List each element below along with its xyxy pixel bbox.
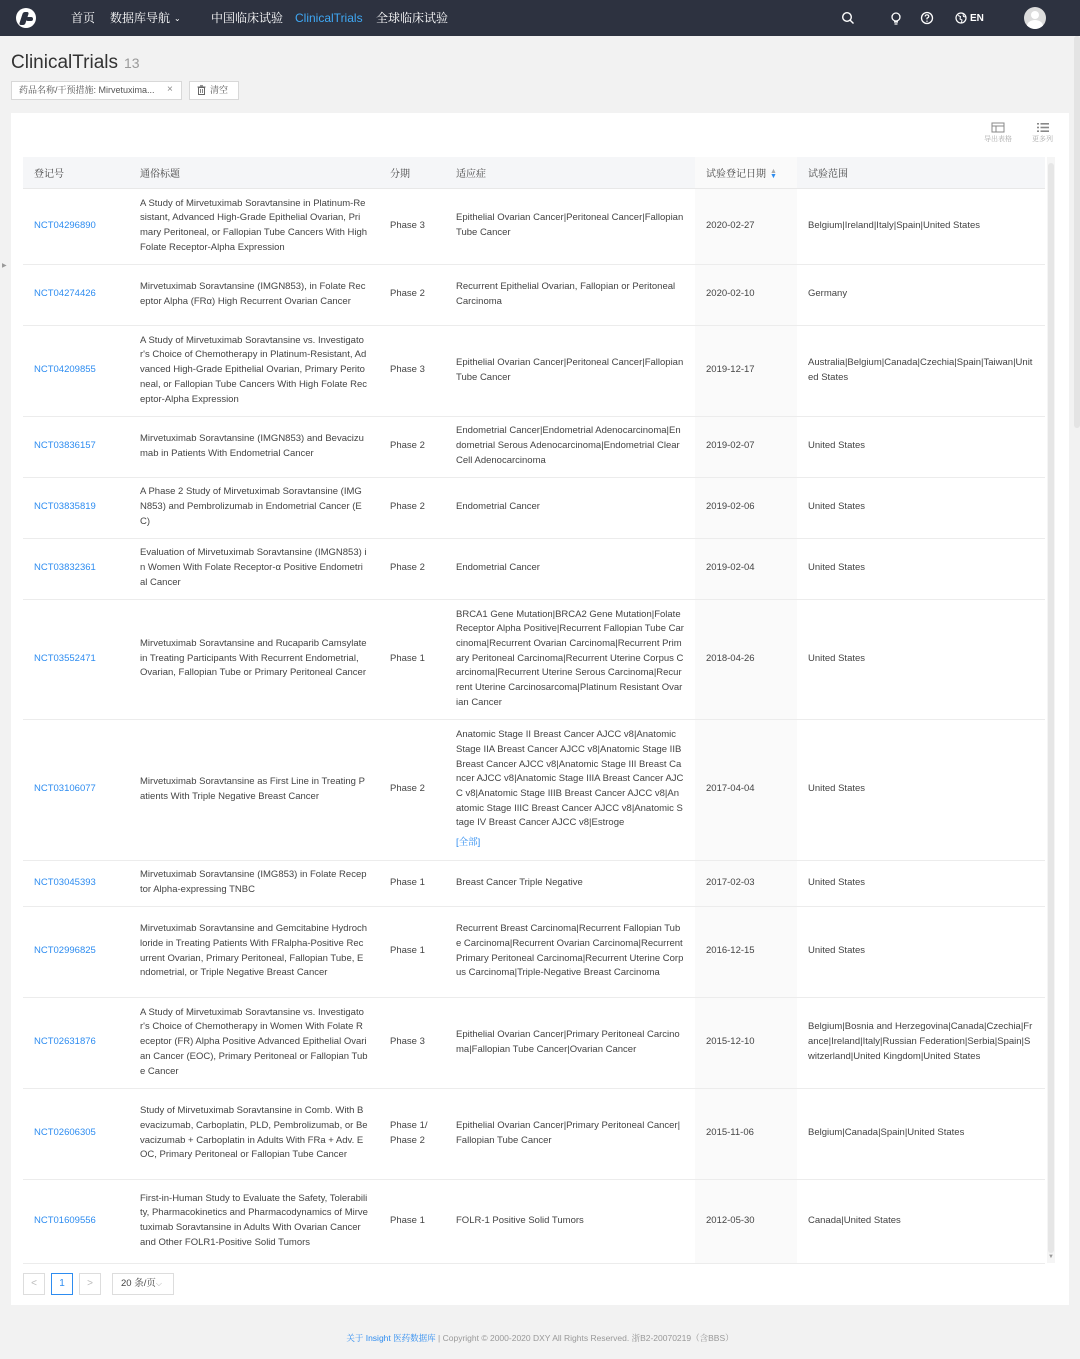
table-scrollbar-thumb[interactable]	[1048, 163, 1054, 1253]
trials-table	[23, 157, 1045, 1264]
trial-title: Mirvetuximab Soravtansine and Rucaparib Camsylate in Treating Participants With Recurrent Endometrial, Ovarian, Fallopian Tube or Primary Peritoneal Cancer	[129, 599, 379, 719]
export-label: 导出表格	[984, 136, 1012, 143]
trial-registration-link[interactable]: NCT04274426	[23, 264, 129, 325]
search-icon[interactable]	[841, 11, 855, 25]
trial-date: 2017-04-04	[695, 719, 797, 860]
table-row[interactable]	[23, 325, 1045, 416]
trial-registration-link[interactable]: NCT02996825	[23, 906, 129, 997]
trial-indication: FOLR-1 Positive Solid Tumors	[445, 1179, 695, 1263]
trial-scope: Belgium|Bosnia and Herzegovina|Canada|Czechia|France|Ireland|Italy|Russian Federation|Serbia|Spain|Switzerland|United Kingdom|United States	[797, 997, 1045, 1088]
trial-scope: United States	[797, 477, 1045, 538]
trial-indication: Epithelial Ovarian Cancer|Peritoneal Cancer|Fallopian Tube Cancer	[445, 188, 695, 264]
trial-title: First-in-Human Study to Evaluate the Safety, Tolerability, Pharmacokinetics and Pharmacodynamics of Mirvetuximab Soravtansine in Adults With Ovarian Cancer and Other FOLR1-Positive Solid Tumors	[129, 1179, 379, 1263]
trial-phase: Phase 2	[379, 477, 445, 538]
trial-phase: Phase 1/ Phase 2	[379, 1088, 445, 1179]
trial-scope: Belgium|Ireland|Italy|Spain|United States	[797, 188, 1045, 264]
trial-phase: Phase 1	[379, 906, 445, 997]
trial-title: Mirvetuximab Soravtansine as First Line in Treating Patients With Triple Negative Breast Cancer	[129, 719, 379, 860]
trial-indication: Recurrent Epithelial Ovarian, Fallopian or Peritoneal Carcinoma	[445, 264, 695, 325]
table-row[interactable]	[23, 1088, 1045, 1179]
trial-phase: Phase 2	[379, 719, 445, 860]
trial-title: A Study of Mirvetuximab Soravtansine vs. Investigator's Choice of Chemotherapy in Platinum-Resistant, Advanced High-Grade Epithelial Ovarian, Primary Peritoneal, or Fallopian Tube Cancers With High Folate Receptor-Alpha Expression	[129, 325, 379, 416]
columns-label: 更多列	[1032, 136, 1053, 143]
table-row[interactable]	[23, 264, 1045, 325]
trial-phase: Phase 3	[379, 188, 445, 264]
page-title-text: ClinicalTrials	[11, 52, 118, 73]
trial-title: Mirvetuximab Soravtansine (IMG853) in Folate Receptor Alpha-expressing TNBC	[129, 860, 379, 906]
chevron-down-icon: ⌄	[174, 14, 181, 23]
language-label: EN	[970, 12, 984, 24]
more-columns-button[interactable]	[1032, 122, 1053, 144]
sort-icon[interactable]: ▲ ▼	[770, 168, 777, 181]
footer-about-link[interactable]: 关于 Insight 医药数据库	[346, 1333, 436, 1343]
trial-phase: Phase 2	[379, 416, 445, 477]
trial-date: 2019-02-04	[695, 538, 797, 599]
trial-indication	[445, 719, 695, 860]
trial-registration-link[interactable]: NCT02606305	[23, 1088, 129, 1179]
filter-chip: 药品名称/干预措施: Mirvetuxima...	[11, 81, 182, 100]
trial-scope: United States	[797, 416, 1045, 477]
col-header-reg: 登记号	[23, 157, 129, 188]
col-header-indication: 适应症	[445, 157, 695, 188]
trial-registration-link[interactable]: NCT04209855	[23, 325, 129, 416]
trial-date: 2018-04-26	[695, 599, 797, 719]
sidebar-expand-arrow-icon[interactable]: ▶	[2, 263, 7, 269]
trial-title: Mirvetuximab Soravtansine (IMGN853), in Folate Receptor Alpha (FRα) High Recurrent Ovarian Cancer	[129, 264, 379, 325]
nav-clinicaltrials[interactable]: ClinicalTrials	[295, 11, 363, 25]
page-size-select[interactable]	[112, 1273, 174, 1295]
globe-icon	[955, 12, 967, 24]
table-row[interactable]	[23, 538, 1045, 599]
user-avatar[interactable]	[1024, 7, 1046, 29]
trial-date: 2019-12-17	[695, 325, 797, 416]
show-all-link[interactable]: [全部]	[456, 837, 481, 849]
col-header-scope: 试验范围	[797, 157, 1045, 188]
trial-title: Study of Mirvetuximab Soravtansine in Comb. With Bevacizumab, Carboplatin, PLD, Pembrolizumab, or Bevacizumab + Carboplatin in Adults With FRa + Adv. EOC, Primary Peritoneal or Fallopian Tube Cancer	[129, 1088, 379, 1179]
results-card	[11, 113, 1069, 1305]
trash-icon	[197, 85, 206, 95]
trial-title: A Study of Mirvetuximab Soravtansine vs. Investigator's Choice of Chemotherapy in Women With Folate Receptor (FR) Alpha Positive Advanced Epithelial Ovarian Cancer (EOC), Primary Peritoneal or Fallopian Tube Cancer	[129, 997, 379, 1088]
page-size-label: 20 条/页	[121, 1278, 156, 1289]
table-row[interactable]	[23, 477, 1045, 538]
chevron-down-icon: ⌵	[155, 1279, 162, 1288]
next-page-button[interactable]: >	[79, 1273, 101, 1295]
col-header-date-label: 试验登记日期	[706, 168, 766, 180]
insight-logo-icon[interactable]	[16, 8, 36, 28]
trial-phase: Phase 3	[379, 325, 445, 416]
trial-scope: United States	[797, 906, 1045, 997]
trial-title: Mirvetuximab Soravtansine (IMGN853) and Bevacizumab in Patients With Endometrial Cancer	[129, 416, 379, 477]
table-row[interactable]	[23, 599, 1045, 719]
table-row[interactable]	[23, 188, 1045, 264]
trial-indication: Endometrial Cancer|Endometrial Adenocarcinoma|Endometrial Serous Adenocarcinoma|Endometrial Clear Cell Adenocarcinoma	[445, 416, 695, 477]
trial-scope: Australia|Belgium|Canada|Czechia|Spain|Taiwan|United States	[797, 325, 1045, 416]
trial-date: 2020-02-10	[695, 264, 797, 325]
trial-phase: Phase 2	[379, 264, 445, 325]
trial-scope: Canada|United States	[797, 1179, 1045, 1263]
trial-date: 2015-11-06	[695, 1088, 797, 1179]
close-icon[interactable]: ×	[167, 84, 173, 95]
bulb-icon[interactable]	[889, 11, 903, 25]
trial-indication: Endometrial Cancer	[445, 477, 695, 538]
trial-scope: United States	[797, 599, 1045, 719]
nav-home[interactable]: 首页	[71, 11, 96, 25]
trial-phase: Phase 1	[379, 1179, 445, 1263]
footer-separator: |	[438, 1333, 441, 1343]
trial-indication: Endometrial Cancer	[445, 538, 695, 599]
trial-scope: Germany	[797, 264, 1045, 325]
col-header-date[interactable]	[695, 157, 797, 188]
clear-label: 清空	[210, 85, 229, 95]
table-row[interactable]	[23, 719, 1045, 860]
table-row[interactable]	[23, 906, 1045, 997]
trial-scope: United States	[797, 719, 1045, 860]
col-header-title: 通俗标题	[129, 157, 379, 188]
table-row[interactable]	[23, 1179, 1045, 1263]
trial-date: 2019-02-06	[695, 477, 797, 538]
scroll-down-icon[interactable]: ▼	[1048, 1254, 1054, 1260]
nav-database-menu[interactable]	[110, 11, 181, 27]
trial-phase: Phase 1	[379, 860, 445, 906]
trial-indication: BRCA1 Gene Mutation|BRCA2 Gene Mutation|Folate Receptor Alpha Positive|Recurrent Fallopian Tube Carcinoma|Recurrent Ovarian Carcinoma|Recurrent Primary Peritoneal Carcinoma|Recurrent Uterine Corpus Carcinoma|Recurrent Uterine Serous Carcinoma|Recurrent Uterine Carcinosarcoma|Platinum Resistant Ovarian Cancer	[445, 599, 695, 719]
trial-scope: Belgium|Canada|Spain|United States	[797, 1088, 1045, 1179]
footer-copyright: Copyright © 2000-2020 DXY All Rights Reserved. 浙B2-20070219（含BBS）	[442, 1333, 734, 1343]
language-switch[interactable]	[955, 12, 984, 24]
trial-title: A Study of Mirvetuximab Soravtansine in Platinum-Resistant, Advanced High-Grade Epithelial Ovarian, Primary Peritoneal, or Fallopian Tube Cancers With High Folate Receptor-Alpha Expression	[129, 188, 379, 264]
trial-scope: United States	[797, 860, 1045, 906]
list-icon	[1036, 122, 1050, 133]
trial-registration-link[interactable]: NCT04296890	[23, 188, 129, 264]
trial-registration-link[interactable]: NCT03836157	[23, 416, 129, 477]
trial-date: 2012-05-30	[695, 1179, 797, 1263]
col-header-phase: 分期	[379, 157, 445, 188]
trial-registration-link[interactable]: NCT03552471	[23, 599, 129, 719]
trial-title: Evaluation of Mirvetuximab Soravtansine (IMGN853) in Women With Folate Receptor-α Positive Endometrial Cancer	[129, 538, 379, 599]
nav-global-trials[interactable]: 全球临床试验	[376, 11, 449, 25]
trial-date: 2015-12-10	[695, 997, 797, 1088]
trial-indication: Breast Cancer Triple Negative	[445, 860, 695, 906]
trial-scope: United States	[797, 538, 1045, 599]
trial-registration-link[interactable]: NCT03045393	[23, 860, 129, 906]
table-row[interactable]	[23, 997, 1045, 1088]
footer	[0, 1332, 1080, 1344]
trial-indication: Recurrent Breast Carcinoma|Recurrent Fallopian Tube Carcinoma|Recurrent Ovarian Carcinoma|Recurrent Primary Peritoneal Carcinoma|Recurrent Uterine Corpus Carcinoma|Triple-Negative Breast Carcinoma	[445, 906, 695, 997]
table-row[interactable]	[23, 860, 1045, 906]
page-1-button[interactable]: 1	[51, 1273, 73, 1295]
trial-registration-link[interactable]: NCT03106077	[23, 719, 129, 860]
trial-registration-link[interactable]: NCT03835819	[23, 477, 129, 538]
trial-phase: Phase 1	[379, 599, 445, 719]
clear-filters-button[interactable]	[189, 81, 239, 100]
page-scrollbar[interactable]	[1074, 36, 1080, 428]
trial-phase: Phase 2	[379, 538, 445, 599]
nav-database-label: 数据库导航	[110, 11, 171, 25]
table-header-row	[23, 157, 1045, 188]
trial-date: 2019-02-07	[695, 416, 797, 477]
page-title	[11, 51, 140, 75]
export-table-button[interactable]	[984, 122, 1012, 144]
top-nav-bar	[0, 0, 1080, 36]
trial-date: 2016-12-15	[695, 906, 797, 997]
nav-cn-trials[interactable]: 中国临床试验	[211, 11, 284, 25]
trial-title: A Phase 2 Study of Mirvetuximab Soravtansine (IMGN853) and Pembrolizumab in Endometrial Cancer (EC)	[129, 477, 379, 538]
trial-registration-link[interactable]: NCT01609556	[23, 1179, 129, 1263]
trial-title: Mirvetuximab Soravtansine and Gemcitabine Hydrochloride in Treating Patients With FRalpha-Positive Recurrent Ovarian, Primary Peritoneal, Fallopian Tube, Endometrial, or Triple Negative Breast Cancer	[129, 906, 379, 997]
help-icon[interactable]	[920, 11, 934, 25]
trial-registration-link[interactable]: NCT03832361	[23, 538, 129, 599]
trial-indication: Epithelial Ovarian Cancer|Peritoneal Cancer|Fallopian Tube Cancer	[445, 325, 695, 416]
trial-registration-link[interactable]: NCT02631876	[23, 997, 129, 1088]
trial-indication: Epithelial Ovarian Cancer|Primary Peritoneal Carcinoma|Fallopian Tube Cancer|Ovarian Cancer	[445, 997, 695, 1088]
trial-date: 2020-02-27	[695, 188, 797, 264]
table-export-icon	[991, 122, 1005, 133]
trial-phase: Phase 3	[379, 997, 445, 1088]
trial-date: 2017-02-03	[695, 860, 797, 906]
trial-indication-text: Anatomic Stage II Breast Cancer AJCC v8|Anatomic Stage IIA Breast Cancer AJCC v8|Anatomic Stage IIB Breast Cancer AJCC v8|Anatomic Stage III Breast Cancer AJCC v8|Anatomic Stage IIIA Breast Cancer AJCC v8|Anatomic Stage IIIB Breast Cancer AJCC v8|Anatomic Stage IIIC Breast Cancer AJCC v8|Anatomic Stage IV Breast Cancer AJCC v8|Estroge	[456, 729, 684, 829]
table-row[interactable]	[23, 416, 1045, 477]
prev-page-button[interactable]: <	[23, 1273, 45, 1295]
trial-indication: Epithelial Ovarian Cancer|Primary Peritoneal Cancer|Fallopian Tube Cancer	[445, 1088, 695, 1179]
result-count: 13	[123, 55, 140, 71]
